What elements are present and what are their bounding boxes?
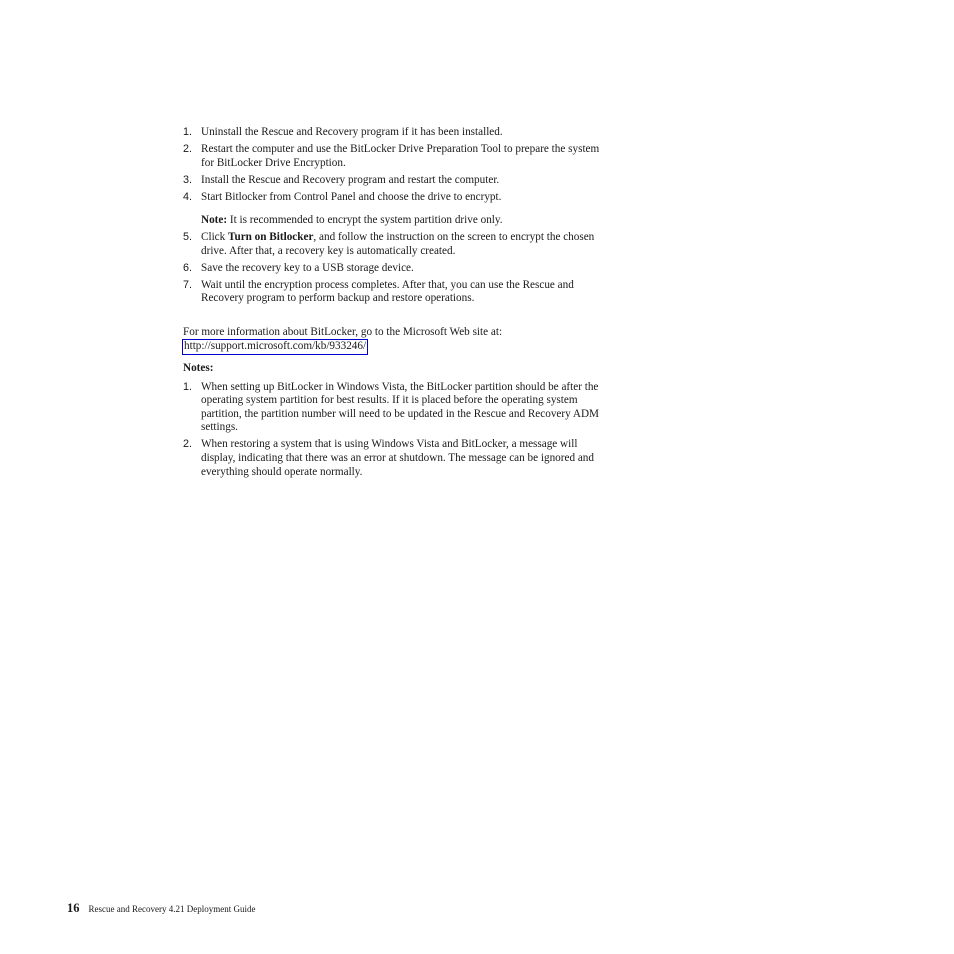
list-item (183, 191, 611, 205)
list-item (183, 126, 611, 140)
notes-heading: Notes: (183, 362, 214, 375)
note-number: 1. (183, 380, 193, 393)
document-body (183, 126, 611, 483)
microsoft-kb-link[interactable]: http://support.microsoft.com/kb/933246/ (182, 339, 368, 355)
more-info-text: For more information about BitLocker, go to the Microsoft Web site at: (183, 325, 503, 338)
step-number: 7. (183, 278, 193, 291)
step-text-pre: Click (201, 231, 229, 244)
step-number: 3. (183, 173, 193, 186)
note-label: Note: (201, 214, 228, 227)
step-number: 1. (183, 126, 193, 138)
step-text: Wait until the encryption process completes. After that, you can use the Rescue and Recovery program to perform backup and restore operations. (201, 278, 574, 305)
list-item (183, 279, 611, 306)
note-item-text: When restoring a system that is using Windows Vista and BitLocker, a message will display, indicating that there was an error at shutdown. The message can be ignored and everything should operate normally. (201, 438, 594, 478)
step-text: Restart the computer and use the BitLocker Drive Preparation Tool to prepare the system for BitLocker Drive Encryption. (201, 142, 600, 169)
list-item (183, 231, 611, 258)
note-number: 2. (183, 438, 193, 451)
step-note (183, 214, 611, 228)
ui-control-name: Turn on Bitlocker (228, 231, 314, 244)
list-item (183, 174, 611, 188)
procedure-steps (183, 126, 611, 204)
step-number: 4. (183, 190, 193, 203)
step-number: 2. (183, 142, 193, 155)
note-text: It is recommended to encrypt the system partition drive only. (227, 214, 503, 227)
notes-list (183, 381, 611, 480)
list-item (183, 438, 611, 479)
list-item (183, 262, 611, 276)
step-number: 6. (183, 261, 193, 274)
step-text: Install the Rescue and Recovery program and restart the computer. (201, 173, 500, 186)
list-item (183, 381, 611, 435)
page-number: 16 (67, 901, 80, 915)
step-text-post: , and follow the instruction on the screen to encrypt the chosen drive. After that, a recovery key is automatically created. (201, 231, 595, 257)
step-text: Save the recovery key to a USB storage device. (201, 261, 414, 274)
note-item-text: When setting up BitLocker in Windows Vista, the BitLocker partition should be after the operating system partition for best results. If it is placed before the operating system partition, the partition number will need to be updated in the Rescue and Recovery ADM settings. (201, 380, 599, 434)
procedure-steps-continued (183, 231, 611, 306)
document-title: Rescue and Recovery 4.21 Deployment Guide (88, 904, 256, 914)
list-item (183, 143, 611, 170)
more-info-paragraph (183, 326, 611, 355)
step-text: Start Bitlocker from Control Panel and choose the drive to encrypt. (201, 190, 502, 203)
step-text: Uninstall the Rescue and Recovery program if it has been installed. (201, 126, 503, 138)
page-footer (67, 901, 255, 916)
step-number: 5. (183, 231, 193, 244)
